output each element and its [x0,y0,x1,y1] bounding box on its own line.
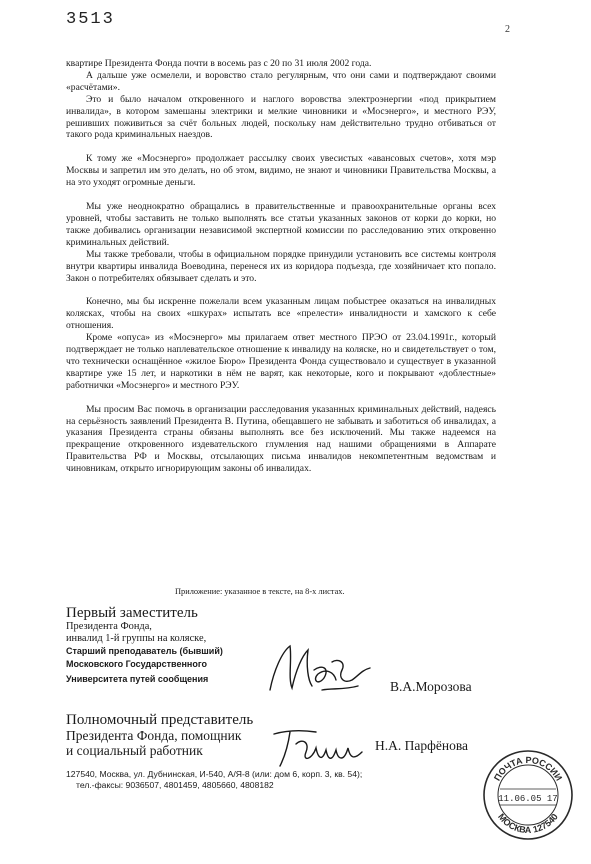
signatory-block-1 [66,605,223,685]
attachment-note: Приложение: указанное в тексте, на 8-х листах. [175,587,345,596]
paragraph: Мы уже неоднократно обращались в правительственные и правоохранительные органы всех уровней, чтобы заставить не только выполнять все статьи указанных законов от корки до корки, но также добивались организации независимой экспертной комиссии по расследованию этих откровенно криминальных действий. [66,201,496,248]
signatory-line: инвалид 1-й группы на коляске, [66,633,207,645]
signatory-line: Университета путей сообщения [66,673,209,684]
paragraph: Это и было началом откровенного и наглого воровства электроэнергии «под прикрытием инвалида», в котором замешаны электрики и мелкие чиновники и «Мосэнерго», и местного РЭУ, решивших поживиться за счёт больных людей, поскольку нам действительно трудно отбиваться от такого рода криминальных наездов. [66,93,496,141]
phone-numbers: тел.-факсы: 9036507, 4801459, 4805660, 4808182 [76,780,274,791]
stamp-top-text: ПОЧТА РОССИИ [491,754,565,783]
signatory-line: Президента Фонда, помощник [66,728,242,743]
paragraph: Конечно, мы бы искренне пожелали всем указанным лицам побыстрее оказаться на инвалидных колясках, чтобы на своих «шкурах» испытать все «прелести» инвалидности и хамского к себе отношения. [66,296,496,332]
signatory-title: Полномочный представитель [66,712,254,728]
address-footer [66,769,362,792]
postal-stamp [478,745,578,845]
postal-address: 127540, Москва, ул. Дубнинская, И-540, А/Я-8 (или: дом 6, корп. 3, кв. 54); [66,769,363,779]
paragraph: квартире Президента Фонда почти в восемь раз с 20 по 31 июля 2002 года. [66,58,372,69]
handwritten-signature-morozova [262,640,382,700]
letter-body [66,58,496,475]
signatory-line: Московского Государственного [66,658,207,669]
signatory-line: и социальный работник [66,743,203,758]
paragraph: Мы также требовали, чтобы в официальном порядке принудили установить все системы контроля внутри квартиры инвалида Воеводина, перенеся их из коридора подъезда, где хозяйничает кто попало. Закон о потребителях обязывает сделать и это. [66,248,496,284]
paragraph: Мы просим Вас помочь в организации расследования указанных криминальных действий, надеясь на серьёзность заявлений Президента В. Путина, обещавшего не забывать и заботиться об инвалидах, а указания Президента страны обязаны выполнять все без исключений. Мы также надеемся на прекращение откровенного издевательского глумления над нашими обращениями в Аппарате Правительства РФ и Москвы, отсылающих письма инвалидов некомпетентным ведомствам и чиновникам, открыто игнорирующим законы об инвалидах. [66,403,496,475]
paragraph: Кроме «опуса» из «Мосэнерго» мы прилагаем ответ местного ПРЭО от 23.04.1991г., который подтверждает не только наплевательское отношение к инвалиду на коляске, но и свидетельствует о том, что технически оснащённое «жилое Бюро» Президента Фонда существовало и существует в указанной квартире уже 15 лет, и наркотики в нём не варят, как некоторые, кого и покрывают «доблестные» работнички «Мосэнерго» и местного РЭУ. [66,332,496,391]
handwritten-signature-parfenova [268,722,368,772]
signatory-line: Старший преподаватель (бывший) [66,646,223,657]
signatory-line: Президента Фонда, [66,621,152,632]
paragraph: К тому же «Мосэнерго» продолжает рассылку своих увесистых «авансовых счетов», хотя мэр Москвы и запретил им это делать, но об этом, видимо, не знают и чиновники Правительства Москвы, а на это уходят огромные деньги. [66,153,496,189]
svg-text:МОСКВА 127540 [496,812,560,835]
document-number: 3513 [66,10,115,29]
signatory-title: Первый заместитель [66,605,198,621]
paragraph: А дальше уже осмелели, и воровство стало регулярным, что они сами и подтверждают своими «расчётами». [66,69,496,93]
signatory-block-2 [66,712,253,758]
signer-name: В.А.Морозова [390,679,472,694]
stamp-bottom-text: МОСКВА 127540 [496,811,560,836]
signer-name: Н.А. Парфёнова [375,738,469,753]
stamp-date: 11.06.05 17 [498,794,558,804]
page-number: 2 [505,24,510,35]
